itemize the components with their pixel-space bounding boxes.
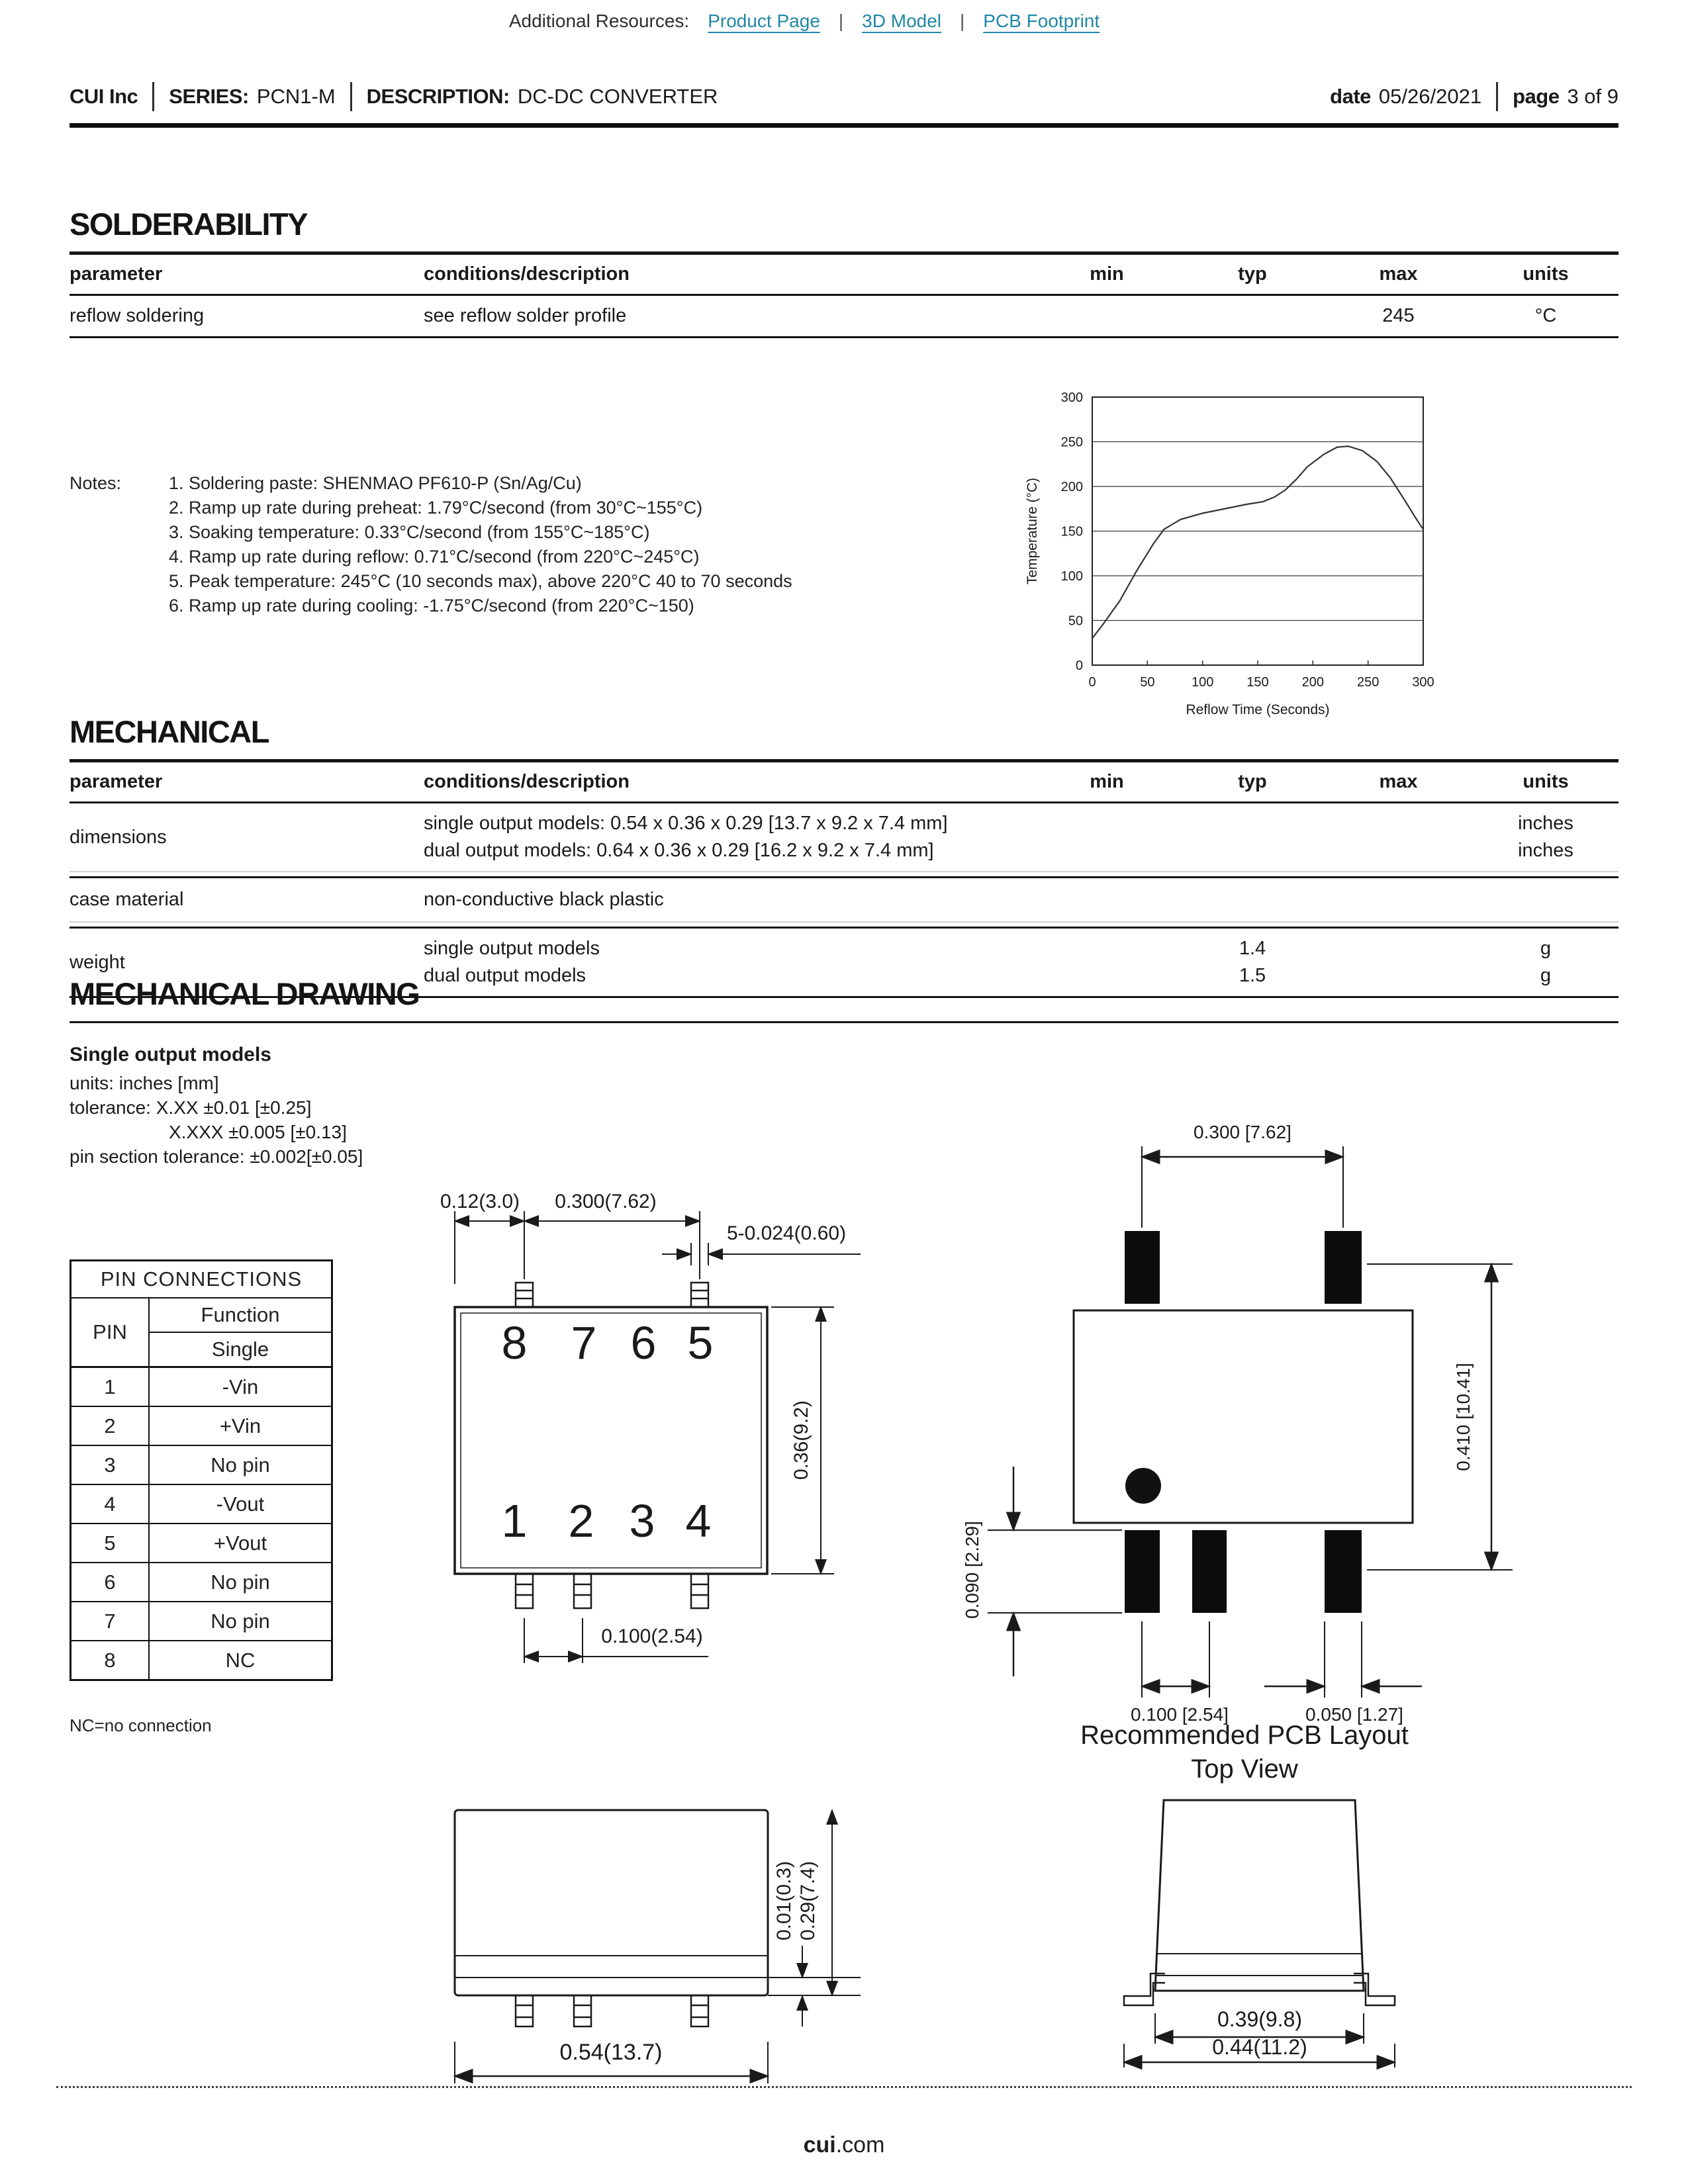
pin-number-label: 6 — [630, 1317, 657, 1369]
package-top-view-drawing — [397, 1185, 887, 1668]
desc-line: dual output models: 0.64 x 0.36 x 0.29 [16.2 x 9.2 x 7.4 mm] — [424, 840, 934, 861]
dim-label: 0.12(3.0) — [440, 1191, 520, 1212]
mechanical-header-row — [70, 762, 1618, 801]
footer-site-rest: .com — [835, 2132, 885, 2158]
page-label: page — [1513, 85, 1560, 108]
pin-number-label: 1 — [501, 1495, 528, 1547]
single-header: Single — [211, 1338, 269, 1361]
page-value: 3 of 9 — [1567, 85, 1618, 108]
cell-units: °C — [1534, 305, 1557, 326]
units-line: inches — [1518, 813, 1573, 834]
col-units: units — [1523, 263, 1569, 285]
date-label: date — [1330, 85, 1371, 108]
svg-text:200: 200 — [1060, 480, 1083, 494]
col-typ: typ — [1238, 771, 1267, 792]
pin-number-label: 7 — [571, 1317, 597, 1369]
table-row — [70, 296, 1618, 336]
units-line: g — [1540, 965, 1552, 986]
gullwing-pin — [1354, 1974, 1395, 2005]
pin-row — [71, 1602, 331, 1641]
table-row-dimensions — [70, 803, 1618, 871]
pins — [516, 1995, 708, 2026]
package-body — [1155, 1800, 1364, 1991]
pin-number: 7 — [71, 1602, 150, 1640]
dim-label: 0.44(11.2) — [1212, 2035, 1307, 2059]
mechanical-drawing-title: MECHANICAL DRAWING — [70, 976, 420, 1011]
pcb-pad — [1125, 1231, 1160, 1304]
table-rule — [70, 921, 1618, 929]
tolerance-line: tolerance: X.XX ±0.01 [±0.25] — [70, 1097, 312, 1118]
note-item: 1. Soldering paste: SHENMAO PF610-P (Sn/Ag/Cu) — [169, 473, 582, 493]
cell-description: non-conductive black plastic — [424, 889, 664, 910]
svg-text:300: 300 — [1060, 390, 1083, 405]
pin-number-label: 2 — [568, 1495, 594, 1547]
svg-text:250: 250 — [1060, 435, 1083, 450]
package-side-view-drawing — [397, 1787, 900, 2091]
footer-site-bold: cui — [803, 2132, 836, 2158]
pin-table-header — [71, 1298, 331, 1368]
cell-description — [424, 810, 1033, 864]
dim-label: 0.39(9.8) — [1217, 2007, 1303, 2031]
svg-text:0: 0 — [1075, 659, 1083, 673]
typ-line: 1.4 — [1239, 938, 1266, 959]
pin-function: -Vout — [216, 1492, 265, 1516]
pin-row — [71, 1407, 331, 1446]
footer-rule — [56, 2086, 1632, 2088]
pin-function: -Vin — [222, 1375, 259, 1398]
pin-table-title: PIN CONNECTIONS — [71, 1261, 331, 1298]
pcb-pad — [1125, 1530, 1160, 1613]
units-line: inches — [1518, 840, 1573, 861]
col-conditions: conditions/description — [424, 263, 630, 285]
col-units: units — [1523, 771, 1569, 792]
dim-label: 0.100(2.54) — [601, 1625, 703, 1647]
resources-label: Additional Resources: — [508, 11, 690, 31]
cell-parameter: case material — [70, 889, 184, 910]
solderability-section — [70, 208, 1618, 338]
product-page-link[interactable]: Product Page — [708, 11, 820, 31]
pin-row — [71, 1368, 331, 1407]
pin-header: PIN — [71, 1298, 150, 1366]
col-max: max — [1379, 263, 1418, 285]
pin-number: 1 — [71, 1368, 150, 1406]
notes-label: Notes: — [70, 473, 122, 493]
pin-number: 2 — [71, 1407, 150, 1445]
gullwing-pin — [1124, 1974, 1165, 2005]
svg-text:100: 100 — [1191, 675, 1214, 690]
pin-number-label: 5 — [687, 1317, 714, 1369]
col-conditions: conditions/description — [424, 771, 630, 792]
package-body — [455, 1810, 768, 1995]
dim-label: 0.29(7.4) — [797, 1860, 819, 1941]
cell-typ — [1181, 307, 1324, 326]
desc-line: single output models: 0.54 x 0.36 x 0.29 [13.7 x 9.2 x 7.4 mm] — [424, 813, 948, 834]
cell-parameter: weight — [70, 951, 125, 973]
pin-row — [71, 1446, 331, 1485]
pin-tolerance-line: pin section tolerance: ±0.002[±0.05] — [70, 1146, 363, 1167]
resources-header — [0, 11, 1609, 32]
notes-list — [169, 471, 996, 618]
series-label: SERIES: — [169, 85, 249, 108]
note-item: 2. Ramp up rate during preheat: 1.79°C/second (from 30°C~155°C) — [169, 498, 703, 518]
section-rule — [70, 1021, 1618, 1023]
mechanical-section — [70, 716, 1618, 998]
pin1-marker — [1125, 1468, 1161, 1504]
note-item: 4. Ramp up rate during reflow: 0.71°C/second (from 220°C~245°C) — [169, 547, 700, 567]
table-rule — [70, 336, 1618, 338]
description-label: DESCRIPTION: — [366, 85, 510, 108]
pin-row — [71, 1563, 331, 1602]
typ-line: 1.5 — [1239, 965, 1266, 986]
svg-text:0: 0 — [1088, 675, 1096, 690]
svg-text:100: 100 — [1060, 569, 1083, 584]
pin-number-label: 4 — [685, 1495, 712, 1547]
pin-function: +Vout — [213, 1531, 267, 1555]
drawing-subtitle: Single output models — [70, 1044, 271, 1066]
dim-label: 0.300(7.62) — [555, 1191, 657, 1212]
svg-text:200: 200 — [1301, 675, 1325, 690]
header-rule — [70, 123, 1618, 128]
bottom-pins — [516, 1574, 708, 1608]
top-pins — [516, 1283, 708, 1307]
pin-connections-table — [70, 1259, 333, 1681]
dim-label: 0.01(0.3) — [773, 1860, 795, 1941]
dim-label: 0.100 [2.54] — [1131, 1704, 1229, 1725]
table-row-case-material — [70, 878, 1618, 921]
table-rule — [70, 871, 1618, 878]
col-parameter: parameter — [70, 263, 163, 285]
pcb-pad — [1192, 1530, 1227, 1613]
nc-note: NC=no connection — [70, 1715, 212, 1735]
cell-parameter: reflow soldering — [70, 305, 205, 326]
svg-text:50: 50 — [1140, 675, 1155, 690]
desc-line: dual output models — [424, 965, 586, 986]
title-bar — [70, 82, 1618, 111]
note-item: 5. Peak temperature: 245°C (10 seconds max), above 220°C 40 to 70 seconds — [169, 571, 792, 591]
pcb-caption-line1: Recommended PCB Layout — [1080, 1721, 1409, 1750]
svg-text:250: 250 — [1356, 675, 1380, 690]
pin-function: +Vin — [219, 1414, 261, 1437]
solderability-header-row — [70, 255, 1618, 294]
mechanical-drawing-section — [70, 978, 1618, 1023]
cell-description: see reflow solder profile — [424, 305, 627, 326]
svg-text:Temperature (°C): Temperature (°C) — [1025, 477, 1040, 585]
desc-line: single output models — [424, 938, 600, 959]
note-item: 3. Soaking temperature: 0.33°C/second (from 155°C~185°C) — [169, 522, 650, 542]
pcb-footprint-link[interactable]: PCB Footprint — [983, 11, 1100, 31]
svg-text:150: 150 — [1246, 675, 1269, 690]
date-value: 05/26/2021 — [1378, 85, 1482, 108]
col-parameter: parameter — [70, 771, 163, 792]
divider — [1496, 82, 1498, 111]
divider — [152, 82, 154, 111]
footer — [0, 2132, 1688, 2158]
pin-row — [71, 1524, 331, 1563]
note-item: 6. Ramp up rate during cooling: -1.75°C/second (from 220°C~150) — [169, 596, 694, 615]
units-line: units: inches [mm] — [70, 1073, 219, 1093]
cell-parameter: dimensions — [70, 826, 167, 848]
package-end-view-drawing — [1079, 1780, 1476, 2071]
function-header: Function — [150, 1298, 331, 1333]
pin-number: 5 — [71, 1524, 150, 1562]
col-max: max — [1379, 771, 1418, 792]
dim-label: 0.050 [1.27] — [1305, 1704, 1403, 1725]
reflow-chart — [1018, 371, 1442, 731]
pcb-pad — [1325, 1530, 1362, 1613]
solderability-title: SOLDERABILITY — [70, 206, 308, 242]
pin-number: 8 — [71, 1641, 150, 1679]
pin-number-label: 8 — [501, 1317, 528, 1369]
svg-text:300: 300 — [1412, 675, 1434, 690]
col-min: min — [1090, 771, 1124, 792]
pcb-layout-drawing — [947, 1099, 1516, 1787]
title-bar-right — [1330, 82, 1618, 111]
svg-text:50: 50 — [1068, 614, 1083, 629]
pcb-caption-line2: Top View — [1191, 1754, 1298, 1784]
separator: | — [960, 11, 965, 31]
svg-text:150: 150 — [1060, 524, 1083, 539]
dim-label: 5-0.024(0.60) — [726, 1222, 847, 1244]
col-typ: typ — [1238, 263, 1267, 285]
pin-number: 6 — [71, 1563, 150, 1601]
cell-units — [1473, 810, 1618, 864]
pin-function: NC — [225, 1648, 256, 1672]
description-value: DC-DC CONVERTER — [517, 85, 718, 108]
mechanical-title: MECHANICAL — [70, 714, 269, 749]
svg-text:Reflow Time (Seconds): Reflow Time (Seconds) — [1186, 702, 1330, 717]
dim-label: 0.300 [7.62] — [1194, 1122, 1291, 1142]
pcb-pad — [1325, 1231, 1362, 1304]
tolerance-block — [70, 1042, 363, 1169]
pin-function: No pin — [211, 1570, 270, 1594]
pin-number: 3 — [71, 1446, 150, 1484]
cell-min — [1033, 307, 1181, 326]
dim-label: 0.090 [2.29] — [962, 1521, 982, 1619]
pin-number: 4 — [71, 1485, 150, 1523]
dim-label: 0.54(13.7) — [559, 2040, 663, 2065]
pin-function: No pin — [211, 1453, 270, 1477]
separator: | — [838, 11, 844, 31]
tolerance-line: X.XXX ±0.005 [±0.13] — [169, 1122, 347, 1142]
series-value: PCN1-M — [256, 85, 336, 108]
dim-label: 0.36(9.2) — [790, 1400, 812, 1480]
pin-row — [71, 1485, 331, 1524]
pcb-outline — [1074, 1310, 1413, 1523]
pin-row — [71, 1641, 331, 1679]
3d-model-link[interactable]: 3D Model — [862, 11, 942, 31]
pin-number-label: 3 — [629, 1495, 655, 1547]
divider — [350, 82, 352, 111]
company-name: CUI Inc — [70, 85, 138, 108]
pin-function: No pin — [211, 1609, 270, 1633]
notes-block — [70, 471, 996, 618]
dim-label: 0.410 [10.41] — [1453, 1363, 1474, 1471]
col-min: min — [1090, 263, 1124, 285]
units-line: g — [1540, 938, 1552, 959]
pin-numbers — [502, 1317, 714, 1547]
cell-max: 245 — [1382, 305, 1415, 326]
